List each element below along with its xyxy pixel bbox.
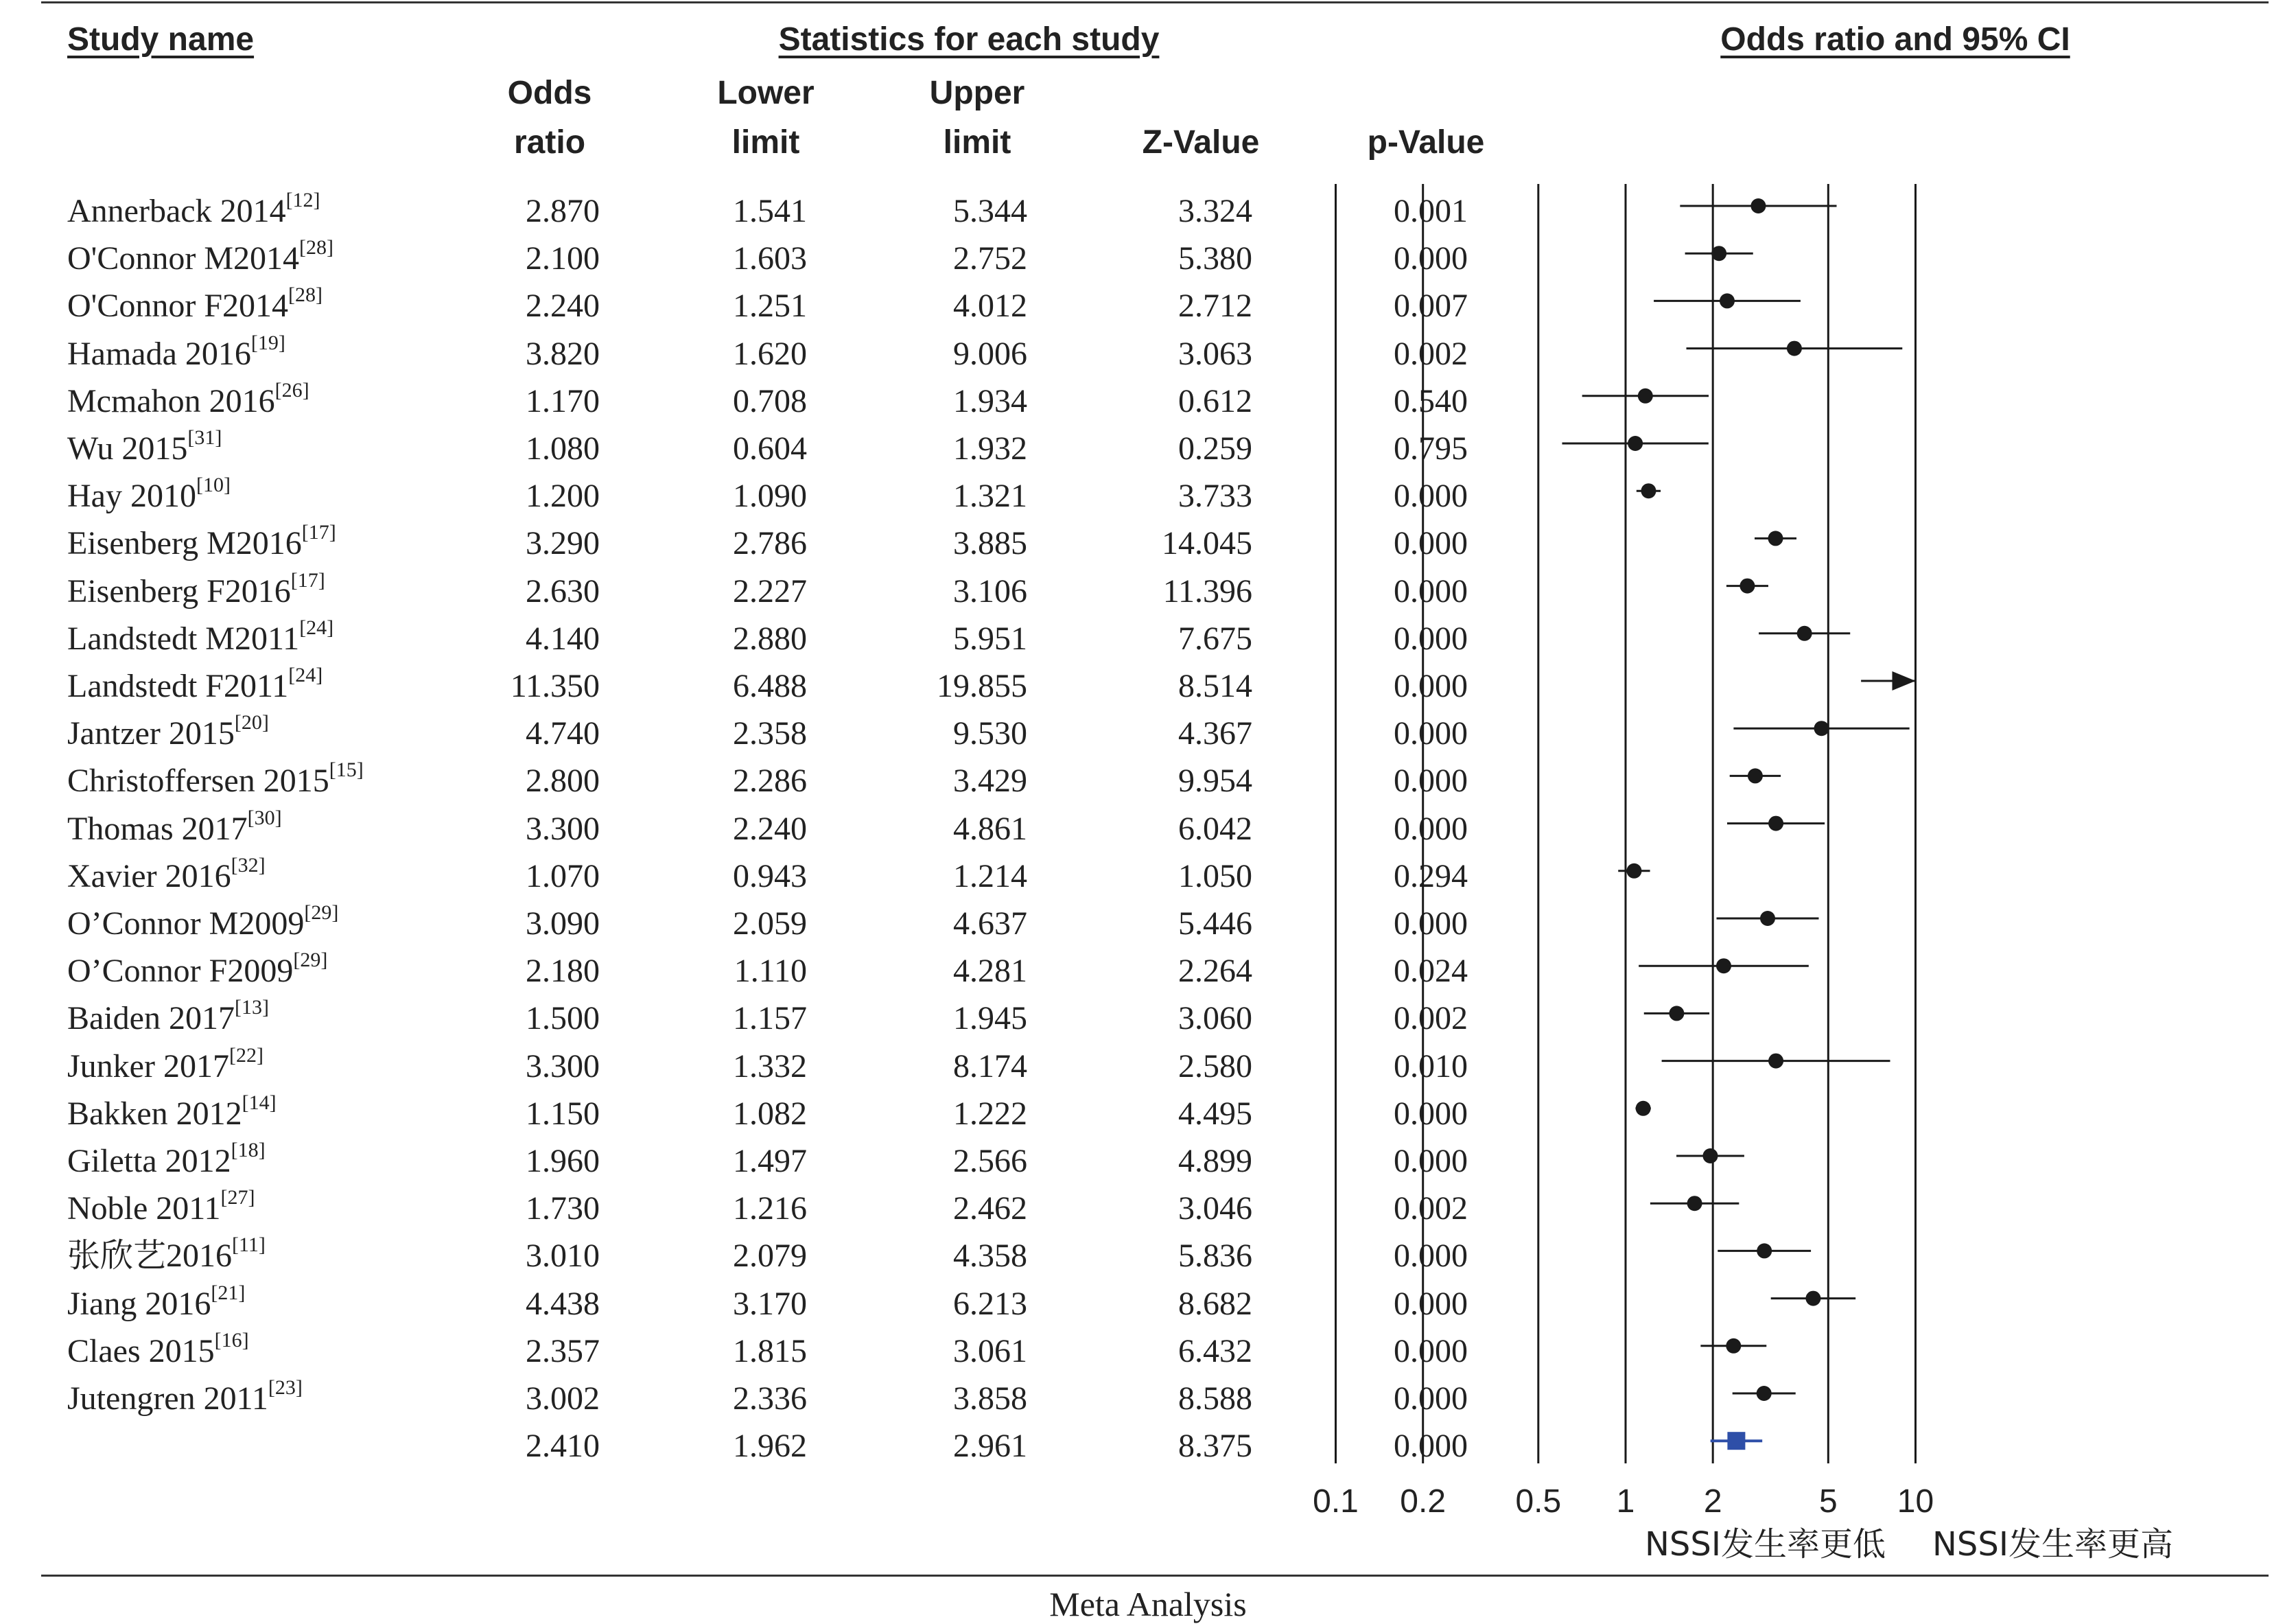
study-reference: [24] [288,664,323,686]
study-reference: [11] [232,1233,266,1257]
study-upper-value: 3.885 [953,525,1027,562]
study-reference: [30] [247,806,282,829]
study-lower-value: 2.880 [733,620,807,657]
study-name-text: O'Connor M2014 [67,240,299,277]
study-or-value: 11.350 [510,668,600,704]
study-p-value: 0.000 [1394,668,1468,704]
study-z-value: 5.836 [1178,1238,1252,1275]
study-lower-value: 0.708 [733,382,807,419]
study-reference: [27] [220,1186,255,1209]
study-marker [1650,1196,1739,1211]
study-p-value: 0.000 [1394,1095,1468,1132]
header-lower-limit-line1: Lower [717,75,815,111]
summary-point [1727,1432,1745,1450]
x-tick-label: 2 [1703,1483,1722,1520]
study-p-value: 0.540 [1394,382,1468,419]
x-label-lower: NSSI发生率更低 [1645,1525,1886,1564]
study-lower-value: 1.251 [733,288,807,325]
study-z-value: 5.380 [1178,240,1252,277]
study-upper-value: 4.281 [953,953,1027,990]
study-p-value: 0.000 [1394,525,1468,562]
header-plot-group: Odds ratio and 95% CI [1720,21,2070,58]
study-z-value: 0.259 [1178,430,1252,467]
study-z-value: 6.432 [1178,1332,1252,1369]
study-lower-value: 1.603 [733,240,807,277]
study-marker [1676,1148,1744,1163]
point-estimate [1626,863,1641,879]
study-name-text: Giletta 2012 [67,1143,231,1179]
study-p-value: 0.007 [1394,288,1468,325]
summary-z-value: 8.375 [1178,1428,1252,1465]
study-p-value: 0.000 [1394,715,1468,752]
study-lower-value: 1.332 [733,1047,807,1084]
point-estimate [1787,341,1802,356]
study-or-value: 1.080 [526,430,600,467]
study-name-text: Noble 2011 [67,1190,221,1227]
study-or-value: 1.960 [526,1143,600,1179]
study-p-value: 0.024 [1394,953,1468,990]
point-estimate [1760,911,1775,926]
study-marker [1861,671,1915,691]
study-name-text: 张欣艺2016 [67,1238,233,1275]
study-reference: [16] [214,1328,249,1352]
study-upper-value: 4.012 [953,288,1027,325]
study-or-value: 3.090 [526,905,600,942]
study-z-value: 8.514 [1178,668,1252,704]
study-reference: [32] [231,853,266,877]
study-upper-value: 3.106 [953,572,1027,610]
study-name-text: Claes 2015 [67,1332,215,1369]
point-estimate [1814,721,1829,736]
study-lower-value: 1.157 [733,1000,807,1037]
figure-footer: Meta Analysis [1049,1585,1247,1623]
x-tick-label: 10 [1897,1483,1934,1520]
study-reference: [28] [299,236,333,259]
study-marker [1644,1006,1709,1021]
point-estimate [1768,816,1783,831]
study-name-text: O’Connor M2009 [67,905,305,942]
study-upper-value: 2.752 [953,240,1027,277]
study-reference: [17] [301,521,336,544]
study-p-value: 0.000 [1394,1143,1468,1179]
study-reference: [22] [229,1043,263,1067]
study-z-value: 4.495 [1178,1095,1252,1132]
study-upper-value: 1.932 [953,430,1027,467]
study-z-value: 4.367 [1178,715,1252,752]
study-marker [1718,1243,1811,1258]
point-estimate [1726,1338,1741,1354]
header-z-value: Z-Value [1142,124,1260,161]
study-z-value: 11.396 [1162,572,1252,610]
study-name-text: Hay 2010 [67,478,196,515]
study-or-value: 3.300 [526,1047,600,1084]
study-lower-value: 2.059 [733,905,807,942]
header-study-name: Study name [67,21,255,58]
study-name-text: Bakken 2012 [67,1095,242,1132]
study-p-value: 0.000 [1394,1380,1468,1417]
point-estimate [1669,1006,1684,1021]
study-z-value: 7.675 [1178,620,1252,657]
point-estimate [1768,1054,1783,1069]
summary-p-value: 0.000 [1394,1428,1468,1465]
study-marker [1727,816,1825,831]
study-marker [1771,1291,1855,1306]
study-z-value: 6.042 [1178,810,1252,847]
study-name-text: Landstedt M2011 [67,620,300,657]
study-lower-value: 1.090 [733,478,807,515]
study-or-value: 1.200 [526,478,600,515]
study-upper-value: 1.222 [953,1095,1027,1132]
x-tick-label: 5 [1818,1483,1838,1520]
study-z-value: 3.733 [1178,478,1252,515]
study-marker [1687,341,1903,356]
study-upper-value: 3.429 [953,763,1027,800]
study-upper-value: 5.344 [953,193,1027,229]
header-odds-ratio-line2: ratio [513,124,586,161]
study-lower-value: 6.488 [733,668,807,704]
study-reference: [20] [234,711,269,734]
study-upper-value: 1.934 [953,382,1027,419]
study-name-text: Jantzer 2015 [67,715,235,752]
study-p-value: 0.795 [1394,430,1468,467]
study-or-value: 3.010 [526,1238,600,1275]
study-lower-value: 1.541 [733,193,807,229]
study-or-value: 1.730 [526,1190,600,1227]
study-lower-value: 1.110 [734,953,807,990]
study-p-value: 0.000 [1394,478,1468,515]
study-lower-value: 1.497 [733,1143,807,1179]
study-marker [1662,1054,1890,1069]
study-upper-value: 9.530 [953,715,1027,752]
study-or-value: 1.070 [526,857,600,894]
x-tick-label: 0.2 [1400,1483,1446,1520]
study-lower-value: 2.336 [733,1380,807,1417]
point-estimate [1757,1386,1772,1401]
study-reference: [18] [231,1139,266,1161]
study-name-text: Christoffersen 2015 [67,763,329,800]
summary-lower-value: 1.962 [733,1428,807,1465]
study-upper-value: 1.214 [953,857,1027,894]
study-p-value: 0.000 [1394,763,1468,800]
study-z-value: 5.446 [1178,905,1252,942]
point-estimate [1720,293,1735,308]
study-p-value: 0.294 [1394,857,1468,894]
header-statistics-group: Statistics for each study [778,21,1160,58]
study-p-value: 0.000 [1394,240,1468,277]
study-marker [1685,246,1753,261]
study-lower-value: 0.943 [733,857,807,894]
study-name-text: Baiden 2017 [67,1000,235,1037]
study-marker [1654,293,1801,308]
study-upper-value: 9.006 [953,335,1027,372]
study-name-text: Annerback 2014 [67,193,286,229]
study-reference: [24] [299,616,334,639]
study-or-value: 2.180 [526,953,600,990]
study-name-text: O'Connor F2014 [67,288,289,325]
x-tick-label: 0.1 [1313,1483,1359,1520]
study-or-value: 1.150 [526,1095,600,1132]
point-estimate [1748,768,1763,783]
header-upper-limit-line2: limit [943,124,1011,161]
off-scale-arrow [1893,671,1916,691]
study-or-value: 4.140 [526,620,600,657]
study-reference: [15] [329,758,364,782]
study-or-value: 4.438 [526,1285,600,1322]
study-or-value: 3.290 [526,525,600,562]
study-p-value: 0.002 [1394,1190,1468,1227]
study-lower-value: 2.227 [733,572,807,610]
study-name-text: Xavier 2016 [67,857,231,894]
study-p-value: 0.000 [1394,572,1468,610]
study-upper-value: 3.061 [953,1332,1027,1369]
point-estimate [1636,1101,1651,1116]
study-marker [1582,388,1709,404]
study-reference: [10] [196,474,231,497]
study-marker [1637,483,1661,498]
study-or-value: 1.500 [526,1000,600,1037]
study-z-value: 9.954 [1178,763,1252,800]
x-label-higher: NSSI发生率更高 [1932,1525,2174,1564]
study-reference: [21] [211,1281,246,1304]
study-lower-value: 1.815 [733,1332,807,1369]
study-marker [1635,1101,1650,1116]
study-upper-value: 8.174 [953,1047,1027,1084]
study-p-value: 0.000 [1394,620,1468,657]
study-lower-value: 3.170 [733,1285,807,1322]
study-or-value: 3.820 [526,335,600,372]
study-z-value: 3.046 [1178,1190,1252,1227]
header-lower-limit-line2: limit [731,124,800,161]
study-lower-value: 1.620 [733,335,807,372]
study-or-value: 2.630 [526,572,600,610]
study-or-value: 2.800 [526,763,600,800]
study-reference: [29] [293,949,328,972]
x-tick-label: 0.5 [1515,1483,1562,1520]
study-marker [1700,1338,1766,1354]
header-p-value: p-Value [1367,124,1485,161]
study-or-value: 2.240 [526,288,600,325]
study-marker [1717,911,1819,926]
study-name-text: Wu 2015 [67,430,188,467]
study-upper-value: 2.566 [953,1143,1027,1179]
point-estimate [1797,626,1812,641]
study-reference: [23] [268,1376,303,1399]
study-marker [1733,721,1909,736]
study-marker [1755,531,1796,546]
point-estimate [1805,1291,1820,1306]
study-z-value: 2.264 [1178,953,1252,990]
study-marker [1759,626,1850,641]
study-upper-value: 1.945 [953,1000,1027,1037]
header-upper-limit-line1: Upper [929,75,1025,111]
study-lower-value: 0.604 [733,430,807,467]
study-or-value: 1.170 [526,382,600,419]
study-p-value: 0.002 [1394,1000,1468,1037]
study-marker [1562,436,1708,451]
study-p-value: 0.002 [1394,335,1468,372]
study-z-value: 2.712 [1178,288,1252,325]
study-marker [1733,1386,1796,1401]
study-p-value: 0.000 [1394,810,1468,847]
summary-or-value: 2.410 [526,1428,600,1465]
study-name-text: Junker 2017 [67,1047,229,1084]
study-name-text: Landstedt F2011 [67,668,289,704]
study-or-value: 3.300 [526,810,600,847]
study-z-value: 8.588 [1178,1380,1252,1417]
study-lower-value: 2.286 [733,763,807,800]
study-p-value: 0.000 [1394,1285,1468,1322]
study-z-value: 0.612 [1178,382,1252,419]
study-reference: [29] [304,901,339,924]
summary-marker [1711,1432,1763,1450]
study-reference: [31] [187,426,222,449]
study-z-value: 3.060 [1178,1000,1252,1037]
study-name-text: Jiang 2016 [67,1285,211,1322]
study-z-value: 8.682 [1178,1285,1252,1322]
study-or-value: 2.357 [526,1332,600,1369]
study-z-value: 14.045 [1162,525,1252,562]
study-p-value: 0.000 [1394,1332,1468,1369]
bottom-rule [41,1575,2269,1577]
study-reference: [14] [242,1091,277,1114]
point-estimate [1750,198,1766,213]
study-reference: [26] [274,378,309,402]
study-z-value: 3.063 [1178,335,1252,372]
study-upper-value: 3.858 [953,1380,1027,1417]
study-upper-value: 4.358 [953,1238,1027,1275]
x-tick-label: 1 [1616,1483,1635,1520]
study-reference: [28] [288,283,323,307]
study-p-value: 0.000 [1394,1238,1468,1275]
point-estimate [1687,1196,1702,1211]
study-name-text: Hamada 2016 [67,335,251,372]
header-odds-ratio-line1: Odds [507,75,592,111]
point-estimate [1716,958,1731,973]
point-estimate [1757,1243,1772,1258]
summary-upper-value: 2.961 [953,1428,1027,1465]
study-p-value: 0.010 [1394,1047,1468,1084]
study-name-text: Eisenberg F2016 [67,572,291,610]
point-estimate [1638,388,1653,404]
study-name-text: Jutengren 2011 [67,1380,268,1417]
point-estimate [1739,579,1755,594]
point-estimate [1711,246,1726,261]
study-upper-value: 6.213 [953,1285,1027,1322]
point-estimate [1641,483,1656,498]
point-estimate [1768,531,1783,546]
study-or-value: 3.002 [526,1380,600,1417]
study-or-value: 4.740 [526,715,600,752]
study-reference: [17] [290,568,325,592]
study-z-value: 2.580 [1178,1047,1252,1084]
point-estimate [1702,1148,1718,1163]
study-p-value: 0.001 [1394,193,1468,229]
study-reference: [12] [285,189,320,211]
study-lower-value: 2.786 [733,525,807,562]
study-marker [1726,579,1768,594]
study-name-text: Eisenberg M2016 [67,525,302,562]
study-marker [1730,768,1781,783]
study-upper-value: 19.855 [937,668,1027,704]
study-lower-value: 2.079 [733,1238,807,1275]
study-z-value: 1.050 [1178,857,1252,894]
study-marker [1680,198,1836,213]
study-name-text: Mcmahon 2016 [67,382,275,419]
point-estimate [1628,436,1643,451]
study-upper-value: 4.637 [953,905,1027,942]
study-marker [1639,958,1809,973]
study-p-value: 0.000 [1394,905,1468,942]
study-reference: [19] [250,331,285,354]
study-name-text: Thomas 2017 [67,810,248,847]
study-upper-value: 2.462 [953,1190,1027,1227]
study-upper-value: 1.321 [953,478,1027,515]
study-upper-value: 5.951 [953,620,1027,657]
study-lower-value: 2.358 [733,715,807,752]
study-upper-value: 4.861 [953,810,1027,847]
study-lower-value: 2.240 [733,810,807,847]
study-lower-value: 1.216 [733,1190,807,1227]
study-or-value: 2.100 [526,240,600,277]
study-z-value: 3.324 [1178,193,1252,229]
study-or-value: 2.870 [526,193,600,229]
study-marker [1618,863,1650,879]
study-name-text: O’Connor F2009 [67,953,294,990]
study-lower-value: 1.082 [733,1095,807,1132]
study-reference: [13] [234,996,269,1019]
study-z-value: 4.899 [1178,1143,1252,1179]
